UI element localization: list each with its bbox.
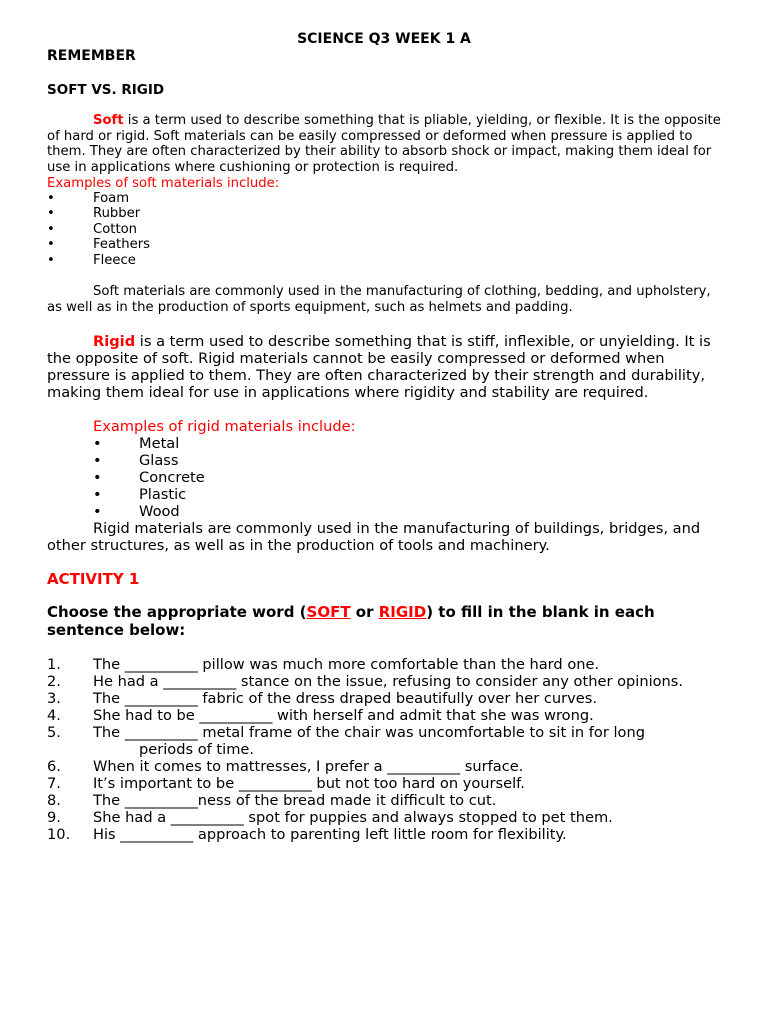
list-item: • Cotton xyxy=(47,222,138,237)
rigid-usage: Rigid materials are commonly used in the manufacturing of buildings, bridges, and other structures, as well as in the production of tools and machinery. xyxy=(47,520,701,554)
word-soft: SOFT xyxy=(306,603,351,621)
remember-heading: REMEMBER xyxy=(47,48,136,64)
list-item: • Feathers xyxy=(47,237,150,252)
soft-examples-label: Examples of soft materials include: xyxy=(47,176,280,191)
rigid-term: Rigid xyxy=(93,333,136,350)
list-item: • Rubber xyxy=(47,206,141,221)
list-item: • Concrete xyxy=(93,469,205,486)
document-page: SCIENCE Q3 WEEK 1 A REMEMBER SOFT VS. RIGID Soft is a term used to describe something that is pliable, yielding, or flexible. It is the opposite of hard or rigid. Soft materials can be easily compressed or deformed when pressure is applied to them. They are often characterized by their ability to absorb shock or impact, making them ideal for use in applications where cushioning or protection is required. Examples of soft materials include: • Foam • Rubber • Cotton • Feathers • Fleece Soft materials are commonly used in the manufacturing of clothing, bedding, and upholstery, as well as in the production of sports equipment, such as helmets and padding. Rigid is a term used to describe something that is stiff, inflexible, or unyielding. It is the opposite of soft. Rigid materials cannot be easily compressed or deformed when pressure is applied to them. They are often characterized by their strength and durability, making them ideal for use in applications where rigidity and stability are required. Examples of rigid materials include: • Metal • Glass • Concrete • Plastic • Wood Rigid materials are commonly used in the manufacturing of buildings, bridges, and other structures, as well as in the production of tools and machinery. ACTIVITY 1 Choose the appropriate word (SOFT or RIGID) to fill in the blank in each sentence below: 1. The __________ pillow was much more comfortable than the hard one. 2. He had a __________ stance on the issue, refusing to consider any other opinions. 3. The __________ fabric of the dress draped beautifully over her curves. 4. She had to be __________ with herself and admit that she was wrong. 5. The __________ metal frame of the chair was uncomfortable to sit in for long periods of time. 6. When it comes to mattresses, I prefer a __________ surface. 7. It’s important to be __________ but not too hard on yourself. 8. The __________ness of the bread made it difficult to cut. 9. She had a __________ spot for puppies and always stopped to pet them. 10. His __________ approach to parenting left little room for flexibility. xyxy=(0,0,768,1024)
rigid-definition xyxy=(47,333,727,401)
list-item: • Fleece xyxy=(47,253,136,268)
soft-usage: Soft materials are commonly used in the manufacturing of clothing, bedding, and upholstery, as well as in the production of sports equipment, such as helmets and padding. xyxy=(47,284,711,315)
soft-vs-rigid-heading: SOFT VS. RIGID xyxy=(47,82,165,98)
rigid-description: is a term used to describe something that is stiff, inflexible, or unyielding. It is the opposite of soft. Rigid materials cannot be easily compressed or deformed when pressure is applied to them. They are often characterized by their strength and durability, making them ideal for use in applications where rigidity and stability are required. xyxy=(47,333,711,401)
activity-instruction: Choose the appropriate word (SOFT or RIGID) to fill in the blank in each sentence below: xyxy=(47,603,655,639)
question-item-continuation: periods of time. xyxy=(139,741,255,758)
list-item: • Metal xyxy=(93,435,180,452)
activity-title: ACTIVITY 1 xyxy=(47,570,140,588)
list-item: • Wood xyxy=(93,503,180,520)
word-rigid: RIGID xyxy=(378,603,427,621)
soft-term: Soft xyxy=(93,113,124,128)
soft-description: is a term used to describe something that is pliable, yielding, or flexible. It is the opposite of hard or rigid. Soft materials can be easily compressed or deformed when pressure is applied to them. They are often characterized by their ability to absorb shock or impact, making them ideal for use in applications where cushioning or protection is required. xyxy=(47,113,721,175)
rigid-examples-label: Examples of rigid materials include: xyxy=(93,418,356,435)
soft-definition xyxy=(47,113,727,175)
list-item: • Foam xyxy=(47,191,130,206)
list-item: • Plastic xyxy=(93,486,187,503)
list-item: • Glass xyxy=(93,452,179,469)
page-title: SCIENCE Q3 WEEK 1 A xyxy=(297,31,471,47)
